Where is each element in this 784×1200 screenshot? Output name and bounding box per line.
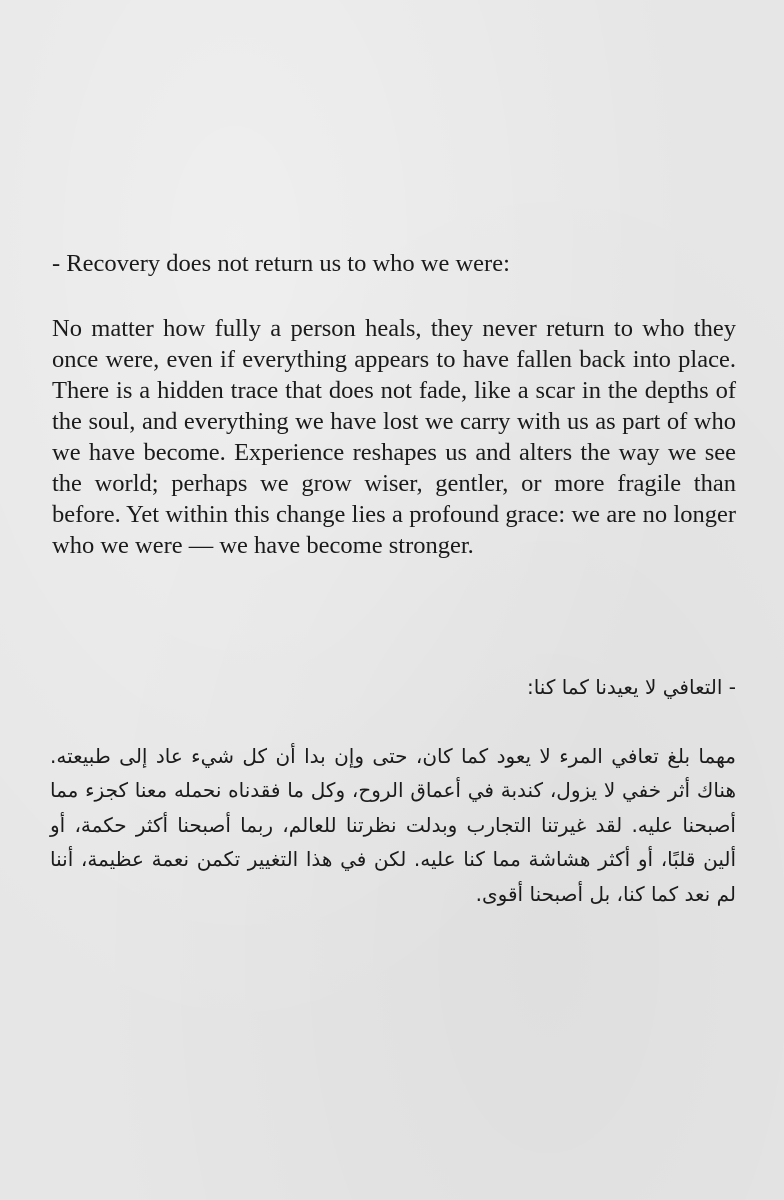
english-heading: - Recovery does not return us to who we were:	[52, 250, 510, 277]
arabic-heading: - التعافي لا يعيدنا كما كنا:	[526, 675, 736, 699]
english-paragraph: No matter how fully a person heals, they never return to who they once were, even if everything appears to have fallen back into place. There is a hidden trace that does not fade, like a scar in the depths of the soul, and everything we have lost we carry with us as part of who we have become. Experience reshapes us and alters the way we see the world; perhaps we grow wiser, gentler, or more fragile than before. Yet within this change lies a profound grace: we are no longer who we were — we have become stronger.	[52, 315, 736, 559]
arabic-section	[50, 670, 736, 911]
english-section	[52, 248, 736, 561]
arabic-paragraph: مهما بلغ تعافي المرء لا يعود كما كان، حتى وإن بدا أن كل شيء عاد إلى طبيعته. هناك أثر خفي لا يزول، كندبة في أعماق الروح، وكل ما فقدناه نحمله معنا كجزء مما أصبحنا عليه. لقد غيرتنا التجارب وبدلت نظرتنا للعالم، ربما أصبحنا أكثر حكمة، أو ألين قلبًا، أو أكثر هشاشة مما كنا عليه. لكن في هذا التغيير تكمن نعمة عظيمة، أننا لم نعد كما كنا، بل أصبحنا أقوى.	[50, 743, 736, 906]
